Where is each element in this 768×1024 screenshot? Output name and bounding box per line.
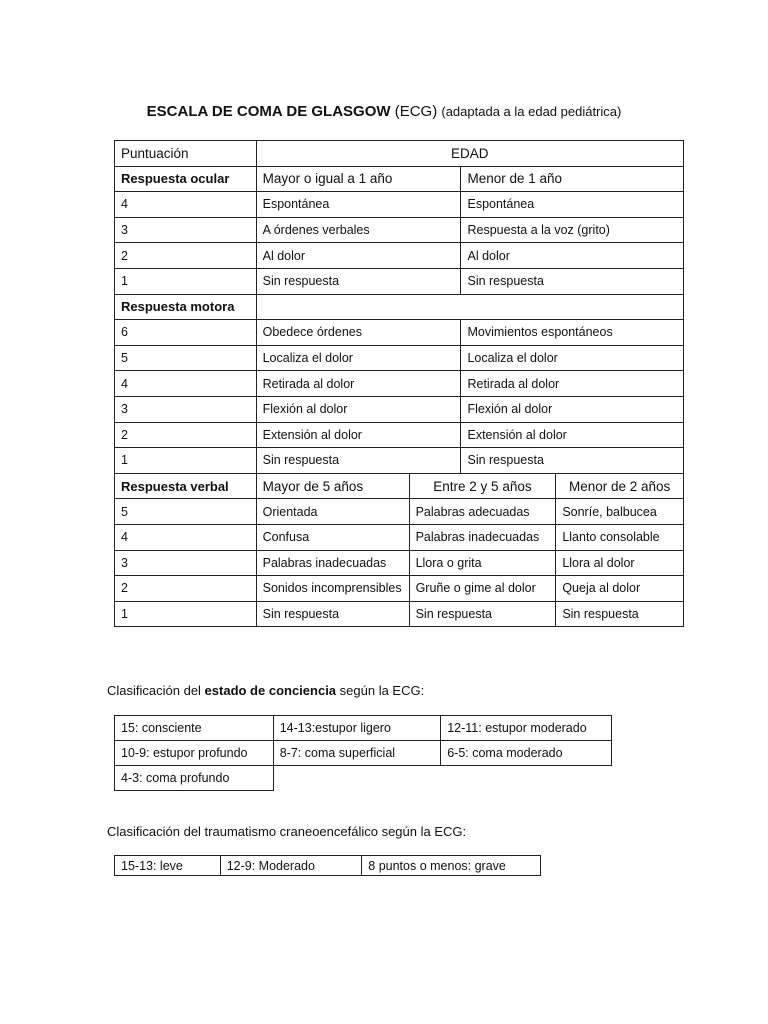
table-row (115, 473, 684, 499)
title-acronym: (ECG) (390, 103, 442, 120)
conciencia-table (114, 715, 612, 791)
response-cell: Al dolor (461, 243, 684, 269)
table-row (115, 345, 684, 371)
age-header: Entre 2 y 5 años (409, 473, 556, 499)
table-row (115, 320, 684, 346)
table-row (115, 268, 684, 294)
table-row (115, 601, 684, 627)
table-row (115, 499, 684, 525)
section-label-verbal: Respuesta verbal (115, 473, 257, 499)
section-label-motora: Respuesta motora (115, 294, 257, 320)
classification-cell: 12-11: estupor moderado (441, 716, 612, 741)
heading-bold-text: estado de conciencia (204, 683, 337, 698)
table-row (115, 550, 684, 576)
table-row (115, 217, 684, 243)
classification-cell: 8 puntos o menos: grave (362, 856, 541, 876)
table-row (115, 766, 612, 791)
table-row (115, 166, 684, 192)
classification-cell: 10-9: estupor profundo (115, 741, 274, 766)
response-cell: Llora al dolor (556, 550, 684, 576)
glasgow-scale-table (114, 140, 684, 627)
response-cell: Orientada (256, 499, 409, 525)
classification-cell: 15: consciente (115, 716, 274, 741)
table-row (115, 716, 612, 741)
score-cell: 1 (115, 448, 257, 474)
response-cell: Retirada al dolor (256, 371, 461, 397)
response-cell: Flexión al dolor (461, 396, 684, 422)
score-cell: 5 (115, 499, 257, 525)
response-cell: Sin respuesta (256, 448, 461, 474)
response-cell: Retirada al dolor (461, 371, 684, 397)
response-cell: Queja al dolor (556, 576, 684, 602)
age-header: Mayor o igual a 1 año (256, 166, 461, 192)
response-cell: Sin respuesta (256, 601, 409, 627)
empty-cell (273, 766, 611, 791)
classification-cell: 6-5: coma moderado (441, 741, 612, 766)
response-cell: Sonidos incomprensibles (256, 576, 409, 602)
header-puntuacion: Puntuación (115, 141, 257, 167)
score-cell: 3 (115, 217, 257, 243)
response-cell: Sin respuesta (461, 448, 684, 474)
empty-cell (256, 294, 683, 320)
conciencia-heading (107, 683, 424, 698)
response-cell: Espontánea (461, 192, 684, 218)
score-cell: 1 (115, 601, 257, 627)
table-row (115, 576, 684, 602)
trauma-heading: Clasificación del traumatismo craneoencefálico según la ECG: (107, 824, 467, 839)
score-cell: 3 (115, 550, 257, 576)
score-cell: 2 (115, 422, 257, 448)
score-cell: 3 (115, 396, 257, 422)
score-cell: 2 (115, 243, 257, 269)
table-row (115, 243, 684, 269)
response-cell: Palabras inadecuadas (409, 524, 556, 550)
section-label-ocular: Respuesta ocular (115, 166, 257, 192)
response-cell: Sin respuesta (461, 268, 684, 294)
title-main: ESCALA DE COMA DE GLASGOW (146, 103, 391, 120)
response-cell: Flexión al dolor (256, 396, 461, 422)
table-row (115, 141, 684, 167)
heading-text: según la ECG: (336, 683, 425, 698)
heading-text: Clasificación del (107, 683, 205, 698)
table-row (115, 448, 684, 474)
table-row (115, 524, 684, 550)
document-title (0, 103, 768, 120)
score-cell: 4 (115, 371, 257, 397)
classification-cell: 4-3: coma profundo (115, 766, 274, 791)
response-cell: Espontánea (256, 192, 461, 218)
score-cell: 2 (115, 576, 257, 602)
score-cell: 6 (115, 320, 257, 346)
response-cell: Localiza el dolor (461, 345, 684, 371)
age-header: Mayor de 5 años (256, 473, 409, 499)
response-cell: Sin respuesta (556, 601, 684, 627)
header-edad: EDAD (256, 141, 683, 167)
classification-cell: 14-13:estupor ligero (273, 716, 440, 741)
score-cell: 5 (115, 345, 257, 371)
age-header: Menor de 1 año (461, 166, 684, 192)
response-cell: Sin respuesta (409, 601, 556, 627)
response-cell: Obedece órdenes (256, 320, 461, 346)
response-cell: Palabras inadecuadas (256, 550, 409, 576)
table-row (115, 294, 684, 320)
age-header: Menor de 2 años (556, 473, 684, 499)
score-cell: 4 (115, 524, 257, 550)
table-row (115, 371, 684, 397)
table-row (115, 396, 684, 422)
score-cell: 4 (115, 192, 257, 218)
table-row (115, 422, 684, 448)
response-cell: Extensión al dolor (461, 422, 684, 448)
table-row (115, 856, 541, 876)
response-cell: Extensión al dolor (256, 422, 461, 448)
classification-cell: 15-13: leve (115, 856, 221, 876)
response-cell: Sonríe, balbucea (556, 499, 684, 525)
response-cell: Gruñe o gime al dolor (409, 576, 556, 602)
response-cell: Localiza el dolor (256, 345, 461, 371)
table-row (115, 192, 684, 218)
response-cell: Llora o grita (409, 550, 556, 576)
response-cell: Llanto consolable (556, 524, 684, 550)
trauma-table (114, 855, 541, 876)
title-note: (adaptada a la edad pediátrica) (441, 104, 622, 119)
classification-cell: 12-9: Moderado (220, 856, 362, 876)
response-cell: Sin respuesta (256, 268, 461, 294)
score-cell: 1 (115, 268, 257, 294)
response-cell: Movimientos espontáneos (461, 320, 684, 346)
response-cell: Palabras adecuadas (409, 499, 556, 525)
response-cell: A órdenes verbales (256, 217, 461, 243)
response-cell: Respuesta a la voz (grito) (461, 217, 684, 243)
response-cell: Confusa (256, 524, 409, 550)
response-cell: Al dolor (256, 243, 461, 269)
table-row (115, 741, 612, 766)
classification-cell: 8-7: coma superficial (273, 741, 440, 766)
